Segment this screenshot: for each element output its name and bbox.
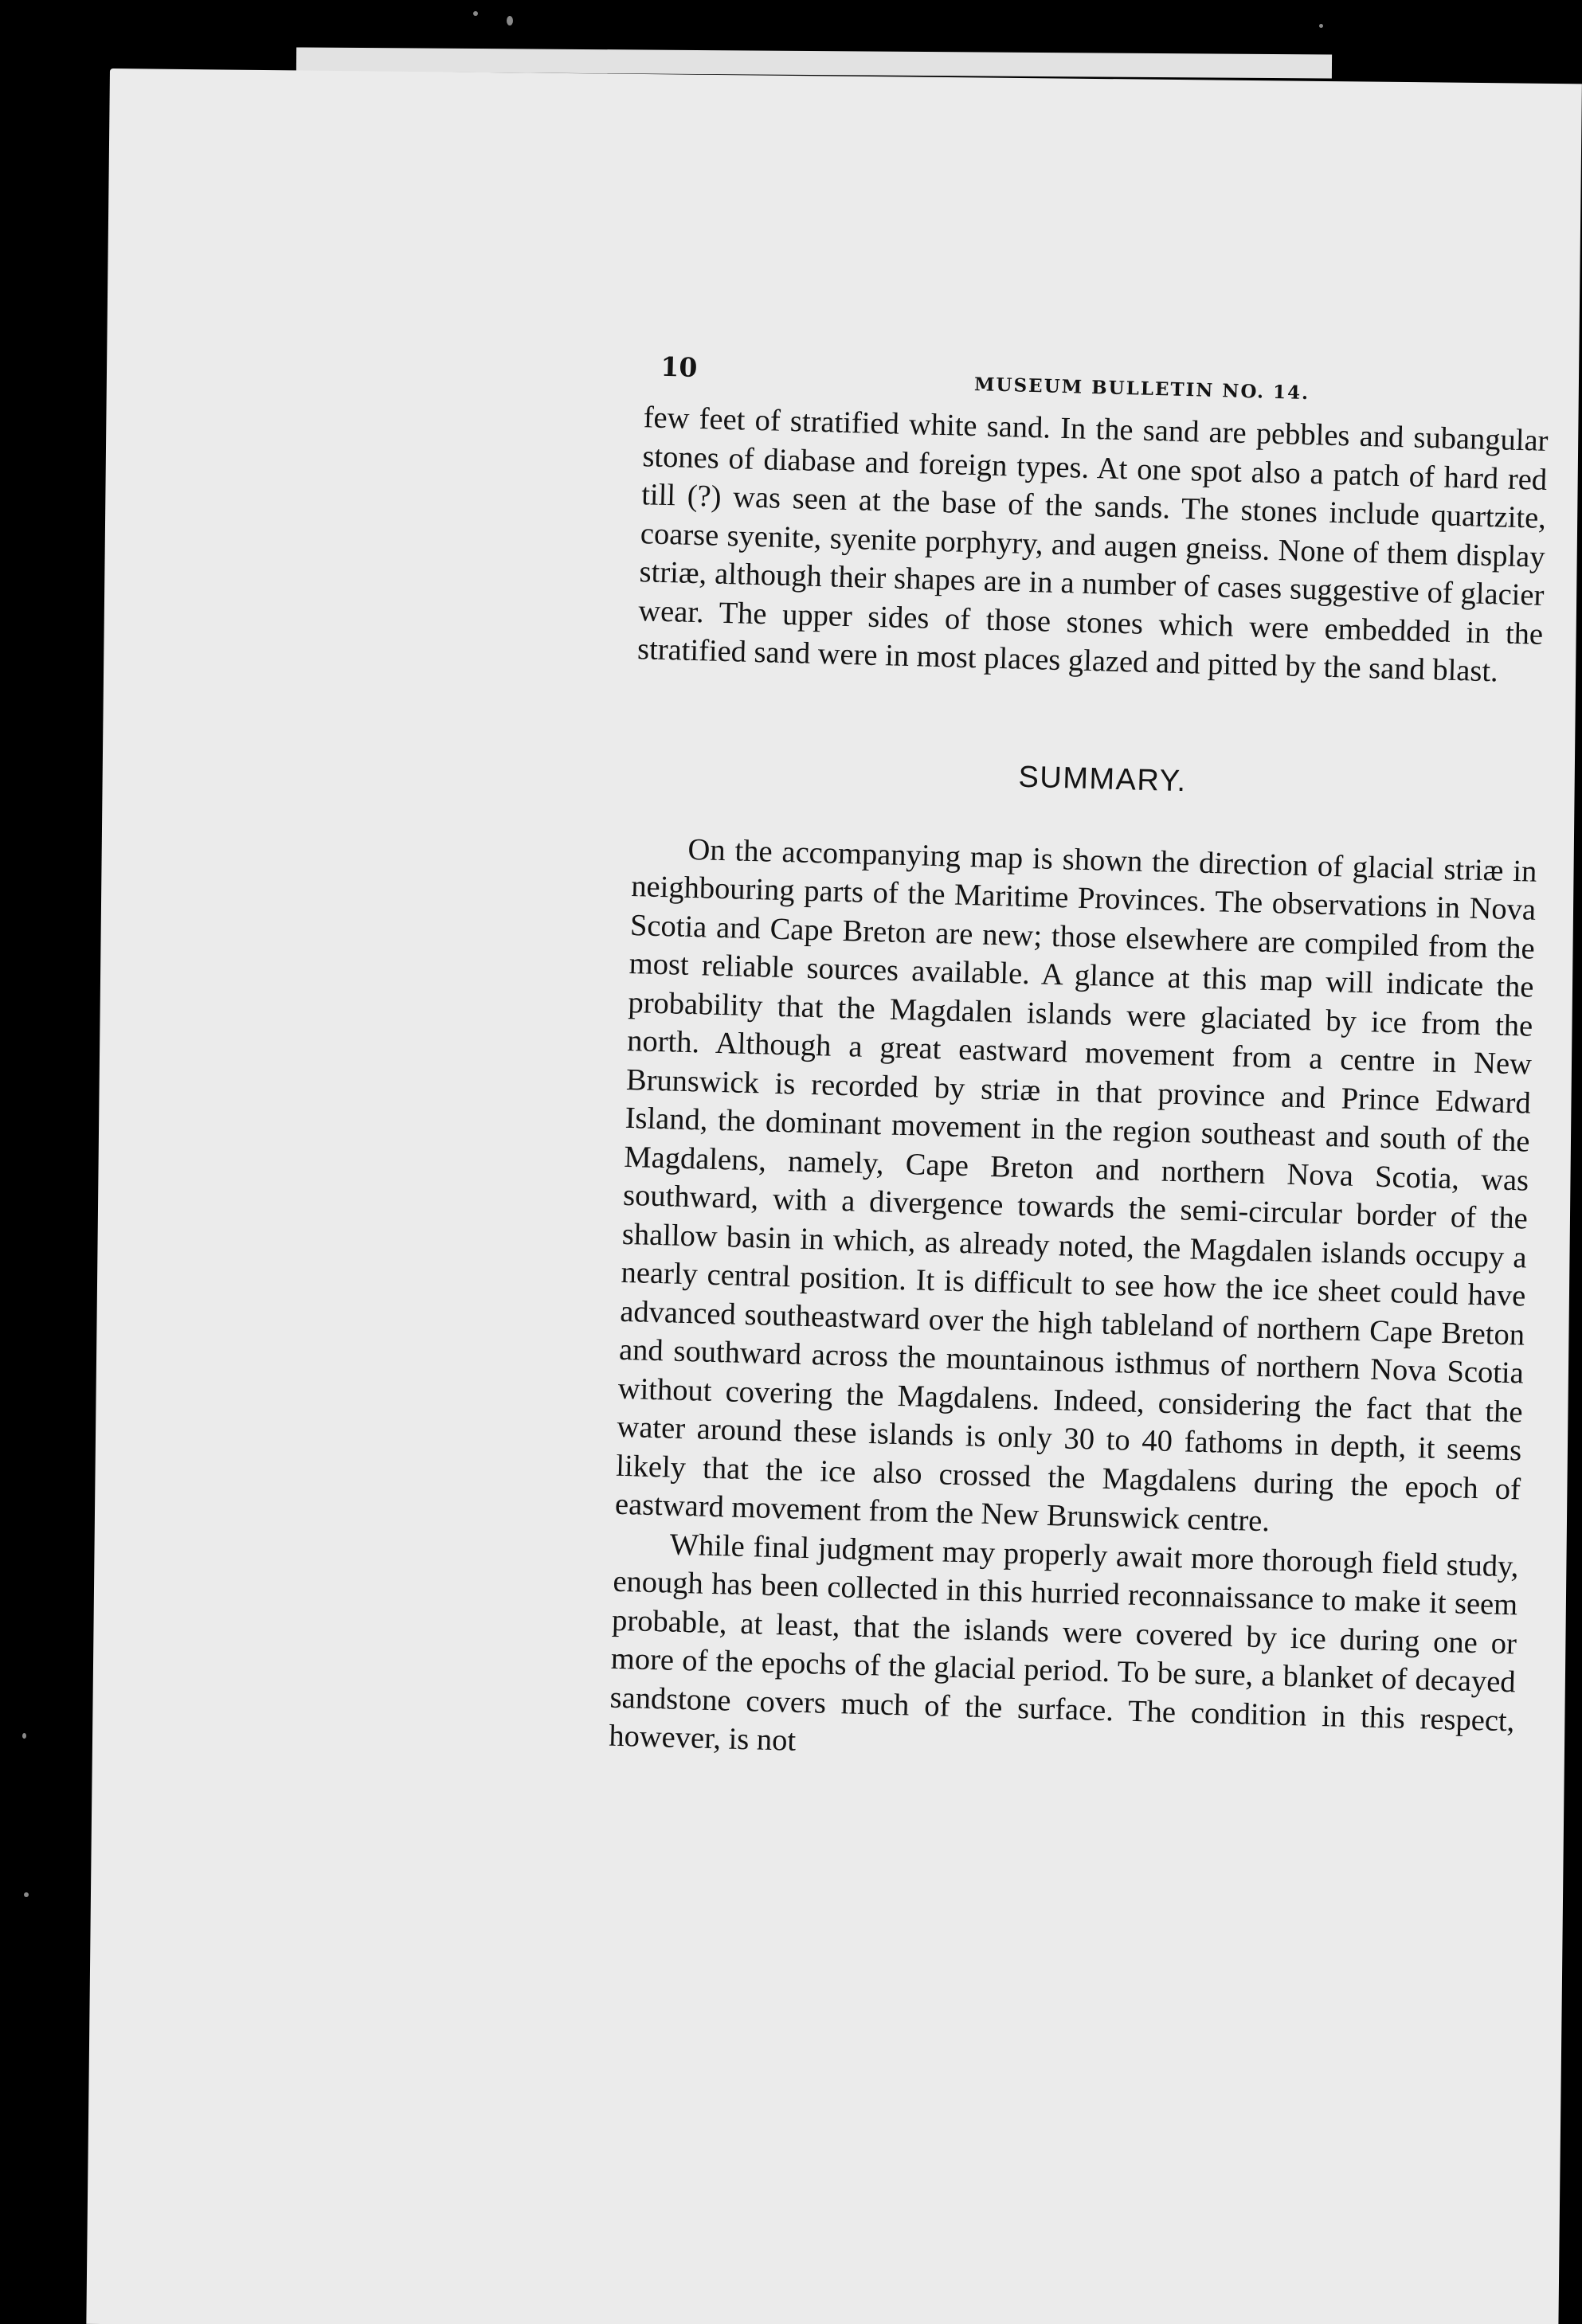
- summary-paragraph-1: On the accompanying map is shown the direction of glacial striæ in neighbouring parts of the Maritime Provinces. The observations in Nova Scotia and Cape Breton are new; those elsewhere are compiled from the most reliable sources available. A glance at this map will indicate the probability that the Magdalen islands were glaciated by ice from the north. Although a great eastward movement from a centre in New Brunswick is recorded by striæ in that province and Prince Edward Island, the dominant movement in the region southeast and south of the Magdalens, namely, Cape Breton and northern Nova Scotia, was southward, with a divergence towards the semi-circular border of the shallow basin in which, as already noted, the Magdalen islands occupy a nearly central position. It is difficult to see how the ice sheet could have advanced southeastward over the high tableland of northern Cape Breton and southward across the mountainous isthmus of northern Nova Scotia without covering the Magdalens. Indeed, considering the fact that the water around these islands is only 30 to 40 fathoms in depth, it seems likely that the ice also crossed the Magdalens during the epoch of eastward movement from the New Brunswick centre.: [614, 832, 1537, 1539]
- dust-speck: [507, 16, 513, 25]
- dust-speck: [24, 1892, 29, 1897]
- page-number: 10: [660, 350, 698, 383]
- page-content: [601, 350, 1569, 1780]
- running-title: MUSEUM BULLETIN NO. 14.: [973, 374, 1310, 405]
- dust-speck: [473, 11, 478, 16]
- summary-paragraph-2: While final judgment may properly await more thorough field study, enough has been collected in this hurried reconnaissance to make it seem probable, at least, that the islands were covered by ice during one or more of the epochs of the glacial period. To be sure, a blanket of decayed sandstone covers much of the surface. The condition in this respect, however, is not: [608, 1528, 1519, 1758]
- text-body: [601, 398, 1568, 1780]
- dust-speck: [1319, 24, 1323, 28]
- section-heading: SUMMARY.: [1017, 760, 1188, 798]
- opening-paragraph: few feet of stratified white sand. In the sand are pebbles and subangular stones of diabase and foreign types. At one spot also a patch of hard red till (?) was seen at the base of the sands. The stones include quartzite, coarse syenite, syenite porphyry, and augen gneiss. None of them display striæ, although their shapes are in a number of cases suggestive of glacier wear. The upper sides of those stones which were embedded in the stratified sand were in most places glazed and pitted by the sand blast.: [636, 401, 1549, 689]
- dust-speck: [22, 1733, 26, 1739]
